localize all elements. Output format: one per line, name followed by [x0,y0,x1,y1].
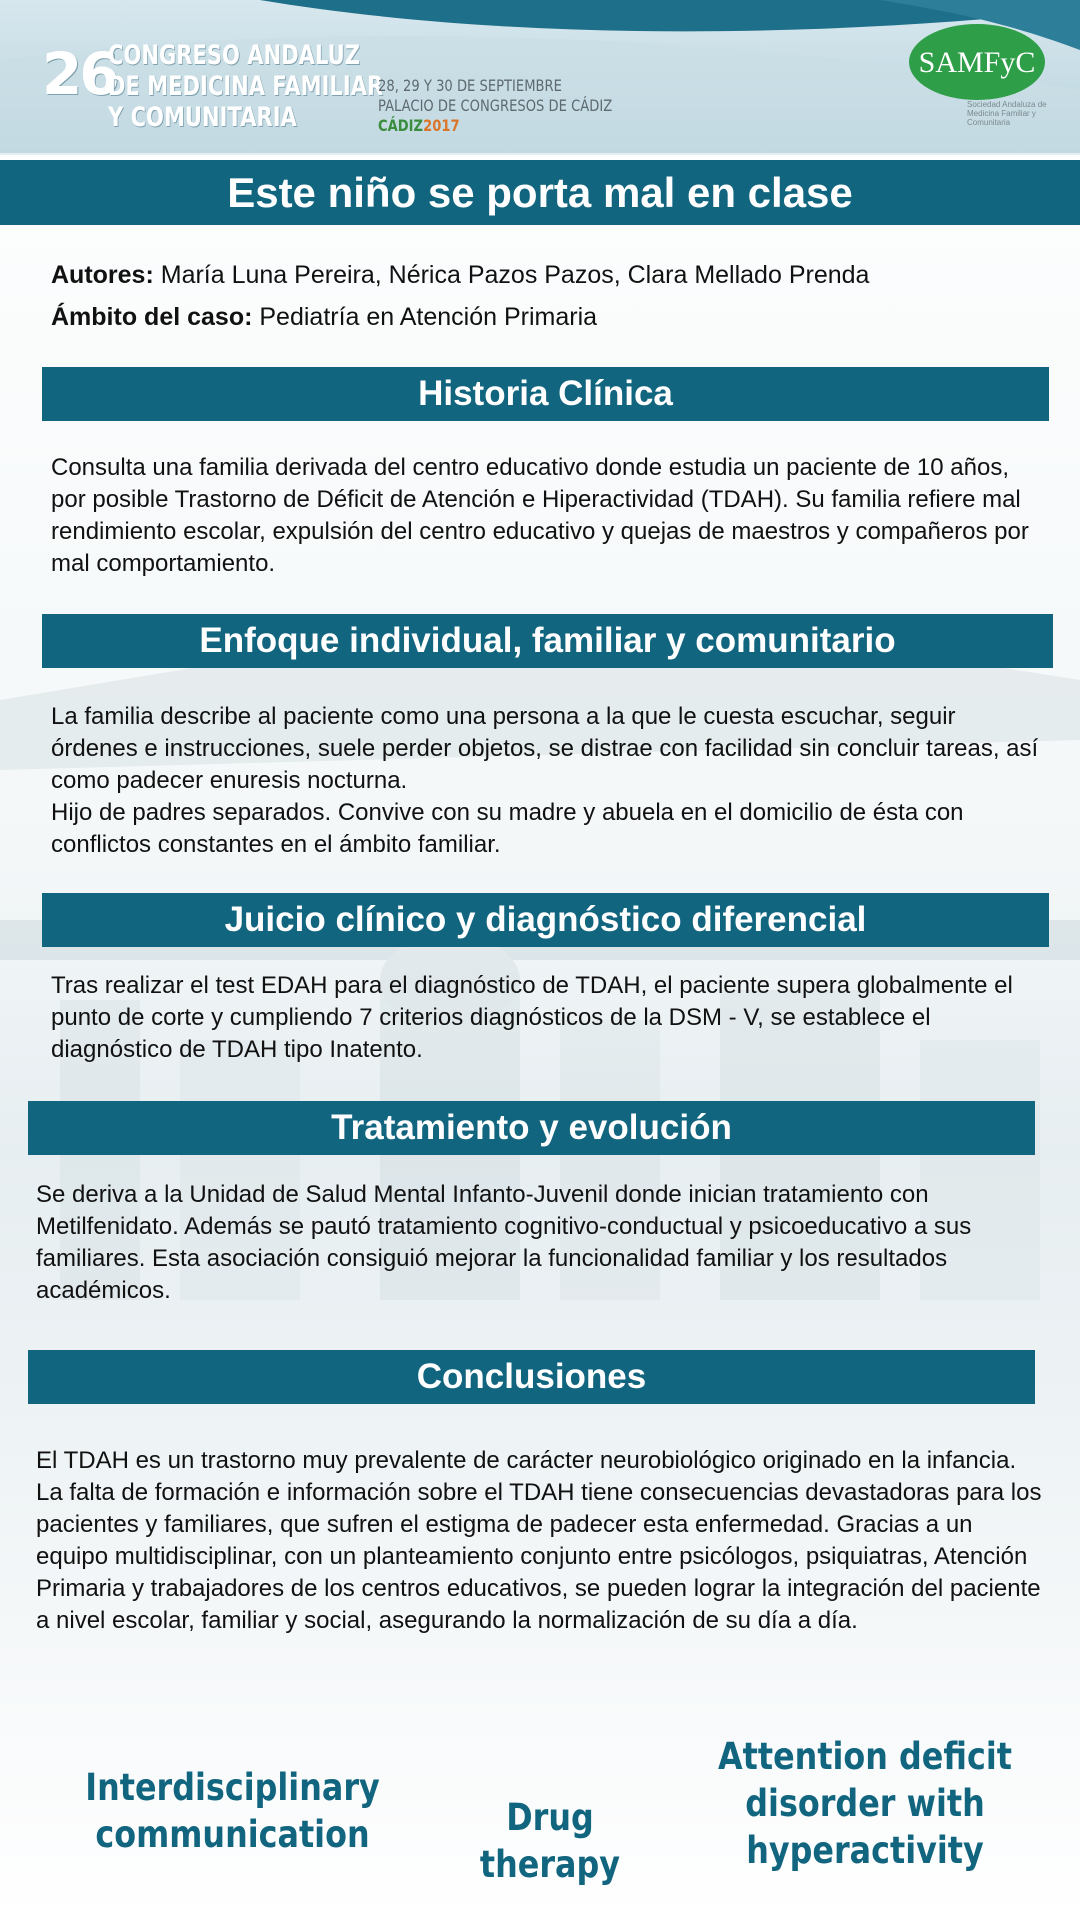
congress-venue: PALACIO DE CONGRESOS DE CÁDIZ [378,96,613,115]
logo-text: SAMFyC [918,46,1036,79]
authors-value: María Luna Pereira, Nérica Pazos Pazos, Clara Mellado Prenda [160,261,870,289]
section-heading-juicio: Juicio clínico y diagnóstico diferencial [42,893,1049,947]
paragraph: El TDAH es un trastorno muy prevalente de carácter neurobiológico originado en la infancia. La falta de formación e información sobre el TDAH tiene consecuencias devastadoras para los pacientes y familiares, que sufren el estigma de padecer esta enfermedad. Gracias a un equipo multidisciplinar, con un planteamiento conjunto entre psicólogos, psiquiatras, Atención Primaria y trabajadores de los centros educativos, se pueden lograr la integración del paciente a nivel escolar, familiar y social, asegurando la normalización de su día a día. [36,1447,1042,1634]
section-heading-historia: Historia Clínica [42,367,1049,421]
logo-subtitle: Sociedad Andaluza de Medicina Familiar y Comunitaria [967,100,1047,127]
congress-info [378,76,612,136]
congress-city-year [378,116,612,136]
scope-value: Pediatría en Atención Primaria [259,303,598,331]
congress-title-line: DE MEDICINA FAMILIAR [108,71,384,102]
samfyc-logo [905,22,1045,102]
keyword-interdisciplinary: Interdisciplinary communication [85,1766,380,1856]
section-body-enfoque [51,701,1041,861]
scope-line [51,296,869,338]
paragraph: Hijo de padres separados. Convive con su madre y abuela en el domicilio de ésta con conflictos constantes en el ámbito familiar. [51,799,964,858]
page-title: Este niño se porta mal en clase [0,160,1080,225]
case-meta [51,254,869,338]
section-heading-tratamiento: Tratamiento y evolución [28,1101,1035,1155]
paragraph: Se deriva a la Unidad de Salud Mental Infanto-Juvenil donde inician tratamiento con Metilfenidato. Además se pautó tratamiento cognitivo-conductual y psicoeducativo a sus familiares. Esta asociación consiguió mejorar la funcionalidad familiar y los resultados académicos. [36,1181,972,1304]
congress-dates: 28, 29 Y 30 DE SEPTIEMBRE [378,76,562,95]
congress-year: 2017 [423,116,460,135]
congress-header [0,0,1080,155]
section-body-conclusiones [36,1445,1046,1637]
section-body-juicio [51,970,1051,1066]
keyword-adhd: Attention deficit disorder with hyperactivity [718,1735,1012,1872]
section-heading-conclusiones: Conclusiones [28,1350,1035,1404]
paragraph: Consulta una familia derivada del centro educativo donde estudia un paciente de 10 años, por posible Trastorno de Déficit de Atención e Hiperactividad (TDAH). Su familia refiere mal rendimiento escolar, expulsión del centro educativo y quejas de maestros y compañeros por mal comportamiento. [51,454,1029,577]
section-body-historia [51,452,1041,580]
section-heading-enfoque: Enfoque individual, familiar y comunitario [42,614,1053,668]
congress-city: CÁDIZ [378,116,424,135]
paragraph: Tras realizar el test EDAH para el diagnóstico de TDAH, el paciente supera globalmente el punto de corte y cumpliendo 7 criterios diagnósticos de la DSM - V, se establece el diagnóstico de TDAH tipo Inatento. [51,972,1013,1063]
congress-title [108,40,384,133]
congress-title-line: CONGRESO ANDALUZ [108,40,361,71]
congress-number: 26 [42,40,117,108]
authors-label: Autores: [51,261,154,289]
keyword-drug-therapy: Drug therapy [479,1796,621,1886]
authors-line [51,254,869,296]
section-body-tratamiento [36,1179,1036,1307]
paragraph: La familia describe al paciente como una persona a la que le cuesta escuchar, seguir órdenes e instrucciones, suele perder objetos, se distrae con facilidad sin concluir tareas, así como padecer enuresis nocturna. [51,703,1039,794]
congress-title-line: Y COMUNITARIA [108,102,297,133]
scope-label: Ámbito del caso: [51,303,253,331]
